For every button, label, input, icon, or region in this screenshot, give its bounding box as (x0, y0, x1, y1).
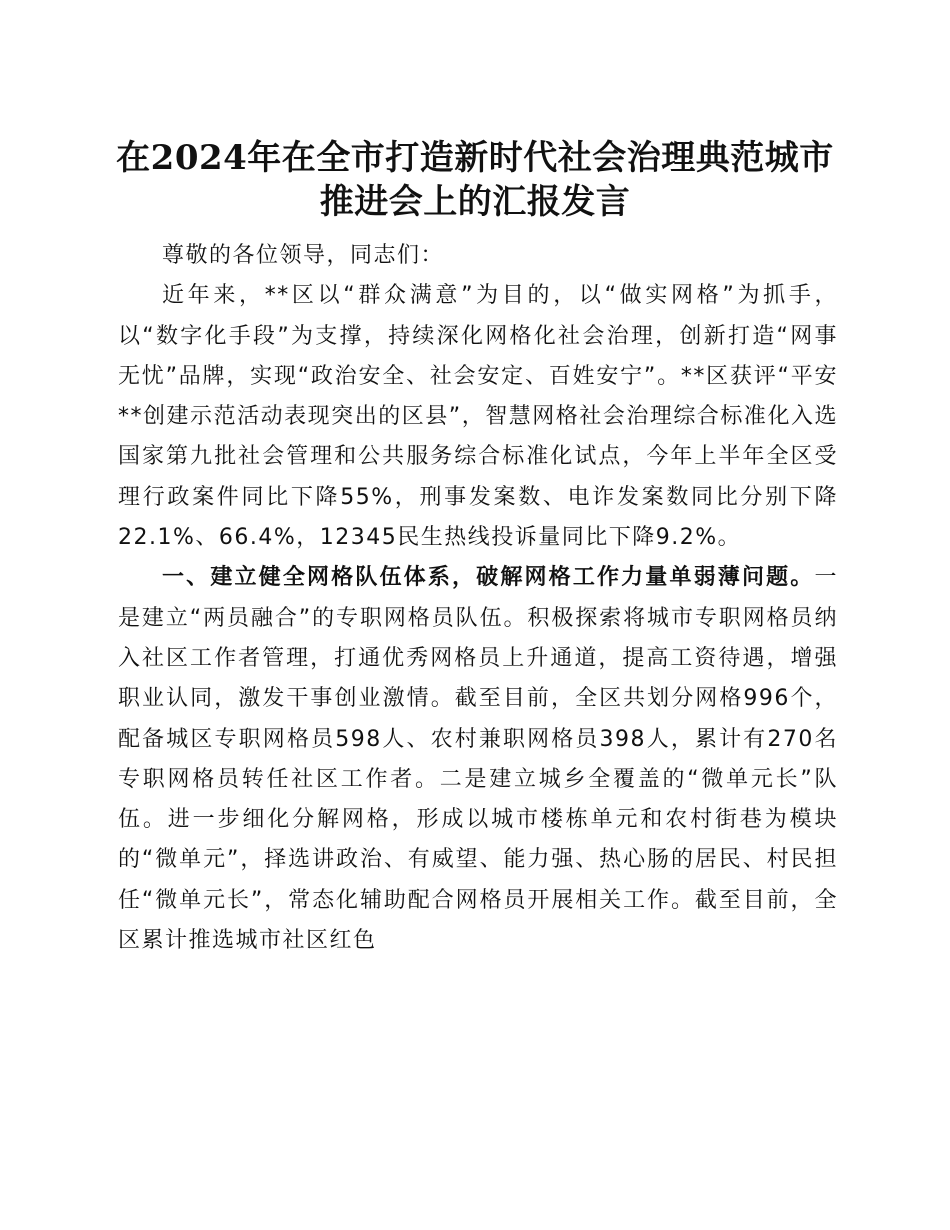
document-title-line-1: 在2024年在全市打造新时代社会治理典范城市 (116, 138, 834, 178)
salutation: 尊敬的各位领导，同志们： (162, 243, 445, 268)
section-1-paragraph (118, 558, 838, 961)
section-1-body: 一是建立“两员融合”的专职网格员队伍。积极探索将城市专职网格员纳入社区工作者管理，打通优秀网格员上升通道，提高工资待遇，增强职业认同，激发干事创业激情。截至目前，全区共划分网格996个，配备城区专职网格员598人、农村兼职网格员398人，累计有270名专职网格员转任社区工作者。二是建立城乡全覆盖的“微单元长”队伍。进一步细化分解网格，形成以城市楼栋单元和农村街巷为模块的“微单元”，择选讲政治、有威望、能力强、热心肠的居民、村民担任“微单元长”，常态化辅助配合网格员开展相关工作。截至目前，全区累计推选城市社区红色 (118, 565, 838, 954)
intro-paragraph: 近年来，**区以“群众满意”为目的，以“做实网格”为抓手，以“数字化手段”为支撑，持续深化网格化社会治理，创新打造“网事无忧”品牌，实现“政治安全、社会安定、百姓安宁”。**区获评“平安**创建示范活动表现突出的区县”，智慧网格社会治理综合标准化入选国家第九批社会管理和公共服务综合标准化试点，今年上半年全区受理行政案件同比下降55%，刑事发案数、电诈发案数同比分别下降22.1%、66.4%，12345民生热线投诉量同比下降9.2%。 (118, 283, 838, 551)
document-title-line-2: 推进会上的汇报发言 (319, 182, 631, 222)
document-body (118, 236, 838, 961)
section-1-heading: 一、建立健全网格队伍体系，破解网格工作力量单弱薄问题。 (162, 565, 815, 591)
